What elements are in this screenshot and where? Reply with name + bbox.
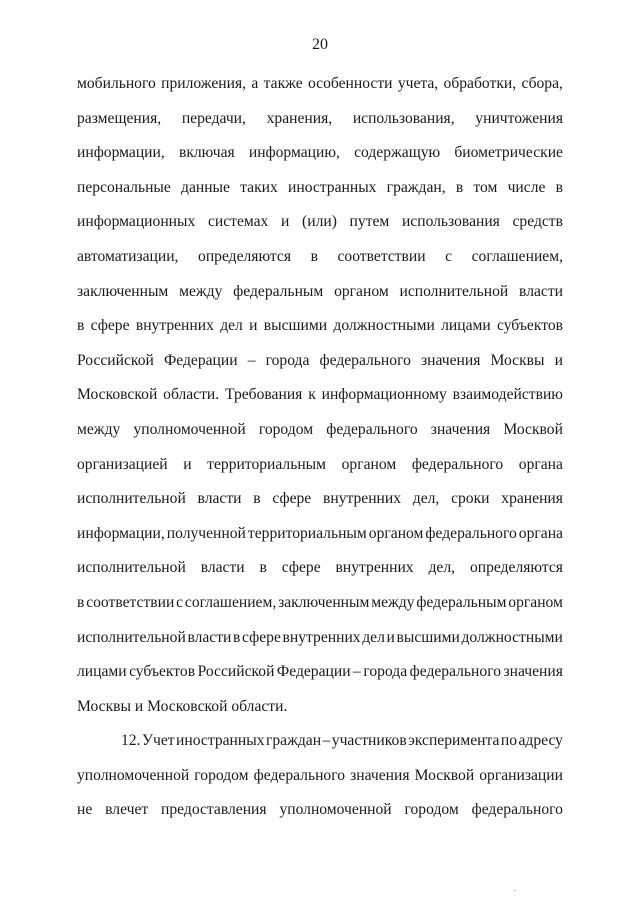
word: в xyxy=(259,559,267,577)
word: организации xyxy=(479,766,563,784)
word: заключенным xyxy=(278,593,370,611)
word: федерального xyxy=(319,351,411,369)
word: – xyxy=(247,351,256,369)
word: органом xyxy=(508,593,563,611)
word: между xyxy=(371,593,415,611)
word: соглашением, xyxy=(471,247,563,265)
word: федеральным xyxy=(416,593,507,611)
text-line xyxy=(77,212,563,247)
word: использования, xyxy=(352,109,455,127)
word: передачи, xyxy=(181,109,246,127)
word: органом xyxy=(368,524,424,542)
word: иностранных xyxy=(288,178,377,196)
word: дел xyxy=(362,628,385,646)
word: федерального xyxy=(253,766,346,784)
word: городом xyxy=(258,420,314,438)
word: (или) xyxy=(302,213,337,231)
word: Московской xyxy=(77,386,158,404)
word: внутренних xyxy=(282,628,361,646)
word: лицами xyxy=(441,317,491,335)
word: граждан, xyxy=(386,178,446,196)
word: системах xyxy=(207,213,269,231)
text-line xyxy=(77,731,563,766)
word: исполнительной xyxy=(77,559,186,577)
word: с xyxy=(445,247,453,265)
word: в xyxy=(77,317,85,335)
word: органа xyxy=(518,524,563,542)
word: включая xyxy=(178,144,235,162)
word: Москвой xyxy=(503,420,563,438)
word: федерального xyxy=(471,801,563,819)
word: 12. xyxy=(121,732,141,750)
word: в xyxy=(310,247,318,265)
word: влечет xyxy=(105,801,149,819)
word: внутренних xyxy=(135,317,214,335)
word: Москвы xyxy=(490,351,545,369)
word: внутренних xyxy=(335,559,414,577)
word: федерального xyxy=(326,420,418,438)
word: с xyxy=(176,593,184,611)
word: дел, xyxy=(428,559,456,577)
word: мобильного xyxy=(77,75,156,92)
word: персональные xyxy=(77,178,171,196)
word: информационных xyxy=(77,213,196,231)
word: исполнительной xyxy=(77,628,186,646)
word: том xyxy=(473,178,498,196)
word: между xyxy=(179,282,223,300)
word: и xyxy=(554,351,563,369)
text-line xyxy=(77,316,563,351)
word: Требования xyxy=(225,386,303,404)
word: должностными xyxy=(461,628,563,646)
word: учета, xyxy=(397,75,439,92)
word: органом xyxy=(334,282,389,300)
word: органом xyxy=(341,455,397,473)
word: исполнительной xyxy=(399,282,509,300)
word: городом xyxy=(194,766,249,784)
word: эксперимента xyxy=(408,732,500,750)
word: соответствии xyxy=(86,593,175,611)
word: субъектов xyxy=(497,317,563,335)
word: федеральным xyxy=(233,282,324,300)
word: по xyxy=(500,732,518,750)
text-line xyxy=(77,800,563,835)
word: субъектов xyxy=(129,663,196,681)
text-line xyxy=(77,282,563,317)
text-line xyxy=(77,351,563,386)
word: данные xyxy=(181,178,230,196)
word: дел xyxy=(220,317,243,335)
word: власти xyxy=(197,490,242,508)
word: соответствии xyxy=(337,247,426,265)
word: уничтожения xyxy=(475,109,563,127)
word: власти xyxy=(519,282,563,300)
text-line xyxy=(77,558,563,593)
word: должностными xyxy=(333,317,435,335)
text-line xyxy=(77,247,563,282)
word: средств xyxy=(512,213,563,231)
word: сфере xyxy=(281,559,321,577)
text-line xyxy=(77,524,563,559)
word: информации, xyxy=(77,144,165,162)
word: – xyxy=(322,732,331,750)
word: федерального xyxy=(409,663,501,681)
word: взаимодействию xyxy=(452,386,563,404)
word: в xyxy=(233,628,241,646)
word: путем xyxy=(349,213,390,231)
text-line xyxy=(77,593,563,628)
word: сфере xyxy=(242,628,281,646)
word: к xyxy=(308,386,316,404)
word: информации, xyxy=(77,524,165,542)
word: власти xyxy=(200,559,245,577)
word: определяются xyxy=(469,559,563,577)
word: и xyxy=(281,213,290,231)
text-line xyxy=(77,489,563,524)
word: области. xyxy=(163,386,220,404)
word: содержащую xyxy=(354,144,441,162)
word: в xyxy=(77,593,85,611)
word: приложения, xyxy=(161,75,247,92)
word: города xyxy=(265,351,310,369)
word: информацию, xyxy=(248,144,340,162)
word: высшими xyxy=(263,317,328,335)
word: лицами xyxy=(77,663,127,681)
word: городом xyxy=(404,801,459,819)
word: федерального xyxy=(425,524,517,542)
page-number: 20 xyxy=(312,36,328,53)
word: особенности xyxy=(307,75,393,92)
word: сфере xyxy=(272,490,312,508)
word: таких xyxy=(240,178,278,196)
word: значения xyxy=(503,663,563,681)
word: предоставления xyxy=(161,801,267,819)
word: граждан xyxy=(265,732,322,750)
word: значения xyxy=(420,351,481,369)
word: не xyxy=(77,801,93,819)
word: уполномоченной xyxy=(133,420,246,438)
word: полученной xyxy=(166,524,246,542)
word: власти xyxy=(187,628,232,646)
word: сфере xyxy=(90,317,130,335)
word: – xyxy=(353,663,361,681)
word: территориальным xyxy=(207,455,327,473)
word: дел, xyxy=(412,490,440,508)
word: хранения xyxy=(501,490,563,508)
word: числе xyxy=(507,178,546,196)
word: хранения, xyxy=(266,109,333,127)
word: адресу xyxy=(518,732,563,750)
word: обработки, xyxy=(443,75,517,92)
word: федерального xyxy=(411,455,504,473)
word: Федерации xyxy=(163,351,238,369)
text-line: Москвы и Московской области. xyxy=(77,697,288,715)
word: территориальным xyxy=(247,524,367,542)
word: в xyxy=(555,178,563,196)
text-line xyxy=(77,109,563,144)
word: Российской xyxy=(77,351,154,369)
word: органа xyxy=(518,455,563,473)
word: значения xyxy=(350,766,410,784)
word: исполнительной xyxy=(77,490,186,508)
word: соглашением, xyxy=(184,593,277,611)
word: Федерации xyxy=(276,663,351,681)
word: сроки xyxy=(451,490,490,508)
word: Российской xyxy=(197,663,275,681)
word: использования xyxy=(401,213,500,231)
word: сбора, xyxy=(521,75,563,92)
text-line xyxy=(77,628,563,663)
text-line xyxy=(77,74,563,109)
text-line xyxy=(77,143,563,178)
document-body xyxy=(77,74,563,835)
word: между xyxy=(77,420,121,438)
text-line xyxy=(77,178,563,213)
text-line xyxy=(77,662,563,697)
word: организацией xyxy=(77,455,168,473)
word: в xyxy=(455,178,464,196)
word: участников xyxy=(331,732,407,750)
word: города xyxy=(363,663,408,681)
word: определяются xyxy=(198,247,292,265)
text-line xyxy=(77,385,563,420)
word: уполномоченной xyxy=(279,801,392,819)
word: и xyxy=(386,628,395,646)
word: размещения, xyxy=(77,109,162,127)
word: заключенным xyxy=(77,282,169,300)
word: высшими xyxy=(396,628,460,646)
word: биометрические xyxy=(454,144,563,162)
word: в xyxy=(253,490,261,508)
word: значения xyxy=(430,420,491,438)
word: внутренних xyxy=(322,490,402,508)
word: информационному xyxy=(321,386,447,404)
word: а xyxy=(251,75,259,92)
word: Москвой xyxy=(414,766,475,784)
word: иностранных xyxy=(176,732,265,750)
word: автоматизации, xyxy=(77,247,179,265)
word: уполномоченной xyxy=(77,766,190,784)
text-line xyxy=(77,455,563,490)
word: также xyxy=(263,75,303,92)
word: и xyxy=(183,455,192,473)
word: Учет xyxy=(141,732,175,750)
scan-speck xyxy=(514,890,516,891)
text-line xyxy=(77,766,563,801)
word: и xyxy=(249,317,258,335)
text-line xyxy=(77,420,563,455)
